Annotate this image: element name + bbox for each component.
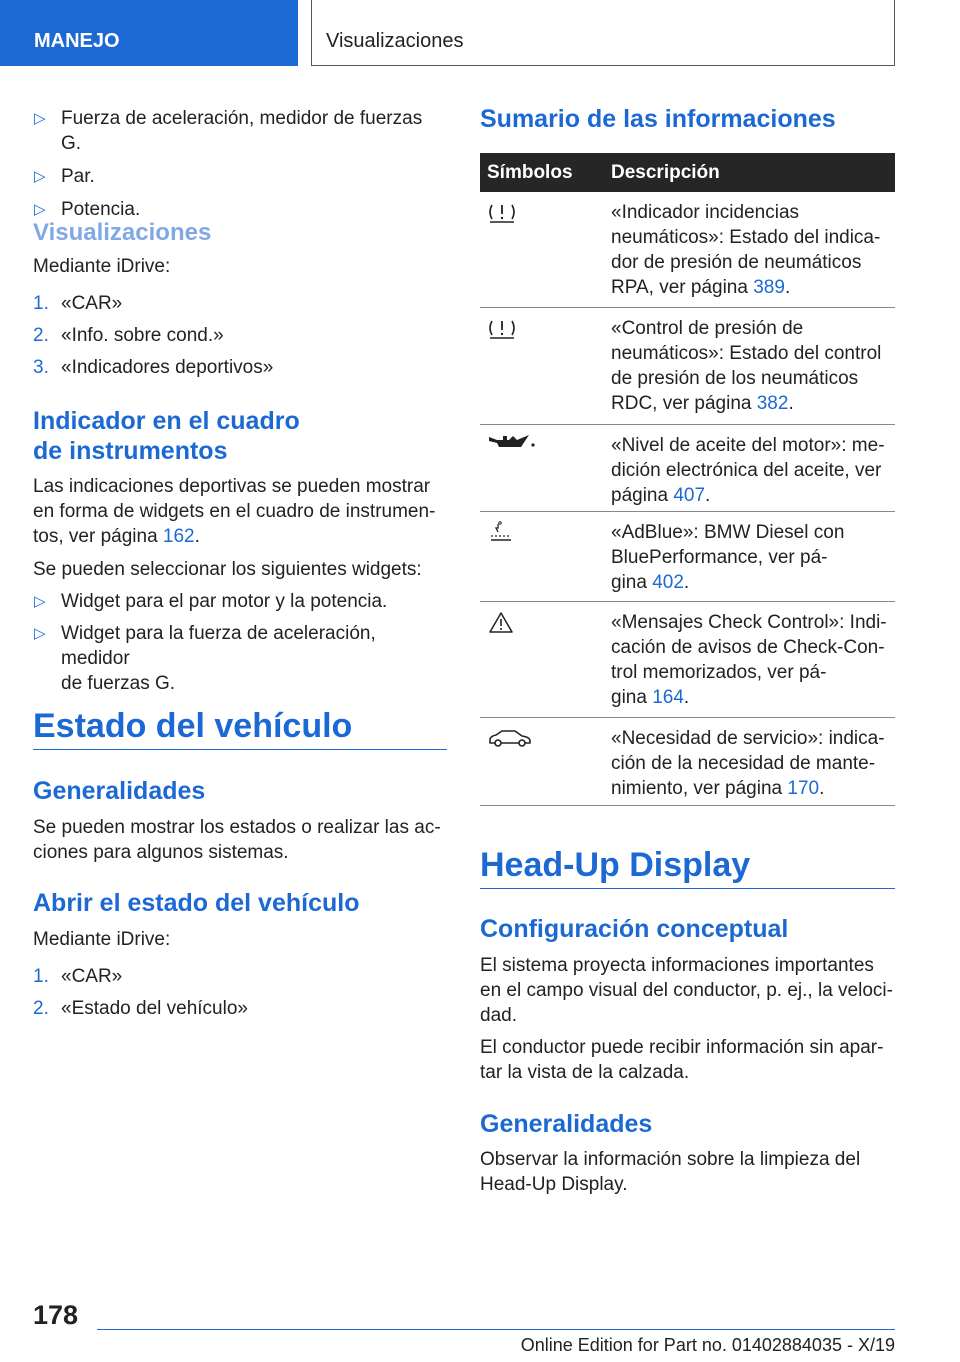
- table-row: [480, 308, 895, 425]
- column-header: Símbolos: [487, 162, 573, 183]
- bullet-arrow-icon: ▷: [34, 201, 46, 218]
- section-tab: MANEJO: [0, 0, 298, 66]
- table-row: [480, 602, 895, 718]
- step-item: 3. «Indicadores deportivos»: [33, 357, 274, 378]
- step-item: 1. «CAR»: [33, 293, 123, 314]
- table-header: [480, 153, 895, 192]
- paragraph: Se pueden seleccionar los siguientes widgets:: [33, 559, 422, 580]
- summary-heading: Sumario de las informaciones: [480, 105, 836, 133]
- page-link[interactable]: 402: [652, 572, 684, 593]
- paragraph: Observar la información sobre la limpieza del Head-Up Display.: [480, 1149, 861, 1195]
- table-row: [480, 192, 895, 308]
- bullet-arrow-icon: ▷: [34, 168, 46, 185]
- paragraph: Se pueden mostrar los estados o realizar las ac‐ ciones para algunos sistemas.: [33, 817, 441, 863]
- row-description: «Necesidad de servicio»: indica‐ ción de la necesidad de mante‐ nimiento, ver página 170.: [611, 728, 885, 799]
- bullet-arrow-icon: ▷: [34, 593, 46, 610]
- cluster-heading: Indicador en el cuadro de instrumentos: [33, 407, 300, 465]
- paragraph: Mediante iDrive:: [33, 929, 171, 950]
- step-item: 2. «Info. sobre cond.»: [33, 325, 224, 346]
- general-heading: Generalidades: [33, 777, 206, 805]
- page-link[interactable]: 170: [787, 778, 820, 799]
- page-link[interactable]: 164: [652, 687, 684, 708]
- list-item: ▷ Fuerza de aceleración, medidor de fuerzas G.: [34, 108, 423, 154]
- table-row: [480, 425, 895, 512]
- table-row: [480, 512, 895, 602]
- hud-heading: Head-Up Display: [480, 845, 895, 889]
- bullet-arrow-icon: ▷: [34, 625, 46, 642]
- page-link[interactable]: 162: [162, 526, 195, 547]
- visualizaciones-heading: Visualizaciones: [33, 219, 212, 246]
- chapter-title: Visualizaciones: [311, 0, 895, 66]
- list-item: ▷ Potencia.: [34, 199, 141, 220]
- table-row: [480, 718, 895, 806]
- row-description: «AdBlue»: BMW Diesel con BluePerformance, ver pá‐ gina 402.: [611, 522, 845, 593]
- list-item: ▷ Par.: [34, 166, 95, 187]
- page-link[interactable]: 382: [756, 393, 789, 414]
- concept-heading: Configuración conceptual: [480, 915, 789, 943]
- open-status-heading: Abrir el estado del vehículo: [33, 889, 360, 917]
- step-item: 2. «Estado del vehículo»: [33, 998, 248, 1019]
- hud-general-heading: Generalidades: [480, 1110, 653, 1138]
- row-description: «Nivel de aceite del motor»: me‐ dición electrónica del aceite, ver página 407.: [611, 435, 885, 506]
- row-description: «Indicador incidencias neumáticos»: Estado del indica‐ dor de presión de neumáticos RPA, ver página 389.: [611, 202, 881, 298]
- footer-divider: [97, 1329, 895, 1330]
- step-item: 1. «CAR»: [33, 966, 123, 987]
- paragraph: Las indicaciones deportivas se pueden mostrar en forma de widgets en el cuadro de instrumen‐ tos, ver página 162.: [33, 476, 436, 547]
- edition-note: Online Edition for Part no. 01402884035 - X/19: [520, 1335, 895, 1355]
- page-header: [0, 0, 960, 66]
- status-heading: Estado del vehículo: [33, 706, 447, 750]
- page-link[interactable]: 389: [753, 277, 785, 298]
- bullet-arrow-icon: ▷: [34, 110, 46, 127]
- paragraph: Mediante iDrive:: [33, 256, 171, 277]
- row-description: «Mensajes Check Control»: Indi‐ cación de avisos de Check-Con‐ trol memorizados, ver pá‐ gina 164.: [611, 612, 887, 708]
- row-description: «Control de presión de neumáticos»: Estado del control de presión de los neumáticos RDC, ver página 382.: [611, 318, 882, 414]
- paragraph: El conductor puede recibir información sin apar‐ tar la vista de la calzada.: [480, 1037, 884, 1083]
- list-item: ▷ Widget para el par motor y la potencia.: [34, 591, 388, 612]
- column-header: Descripción: [611, 162, 720, 183]
- page-number: 178: [33, 1300, 79, 1330]
- page-link[interactable]: 407: [673, 485, 706, 506]
- paragraph: El sistema proyecta informaciones importantes en el campo visual del conductor, p. ej., la veloci‐ dad.: [480, 955, 893, 1026]
- list-item: ▷ Widget para la fuerza de aceleración, medidor de fuerzas G.: [34, 623, 376, 694]
